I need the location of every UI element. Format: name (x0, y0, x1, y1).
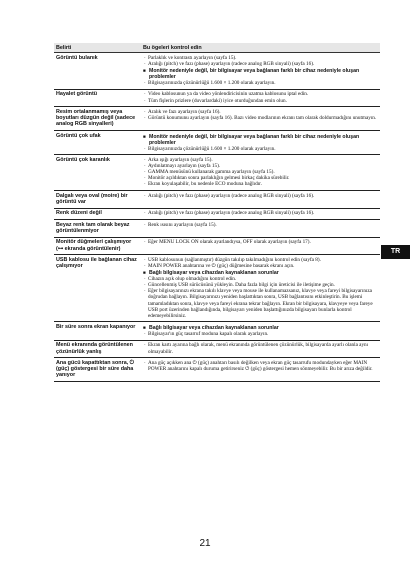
bullet-item: · Görüntü konumunu ayarlayın (sayfa 16). Bazı video modlarının ekranı tam olarak doldurmadığını unutmayın. (143, 115, 378, 121)
remedy-cell (141, 155, 380, 191)
remedy-cell (141, 322, 380, 340)
remedy-cell (141, 53, 380, 90)
header-symptom: Belirti (54, 43, 141, 53)
bullet-item: · MAIN POWER anahtarına ve ⏻ (güç) düğmesine basarak ekranı açın. (143, 263, 378, 269)
symptom-cell: Menü ekranında görüntülenen çözünürlük yanlış (54, 340, 141, 358)
bullet-item: · Bilgisayarınızda çözünürlüğü 1.600 × 1.200 olarak ayarlayın. (143, 146, 378, 152)
table-row (54, 89, 380, 106)
bullet-item: · Güncellenmiş USB sürücüsünü yükleyin. Daha fazla bilgi için üreticisi ile iletişime geçin. (143, 282, 378, 288)
bullet-item: · Ekran kartı ayarına bağlı olarak, menü ekranında görüntülenen çözünürlük, bilgisayarda ayarlı olanla aynı olmayabilir. (143, 342, 378, 354)
table-body (54, 53, 380, 382)
page-number: 21 (199, 538, 211, 549)
bullet-item: · Tüm fişlerin prizlere (duvarlardaki) iyice oturduğundan emin olun. (143, 98, 378, 104)
table-row (54, 208, 380, 219)
bullet-item: · Eğer MENU LOCK ON olarak ayarlandıysa, OFF olarak ayarlayın (sayfa 17). (143, 239, 378, 245)
bullet-item: · Eğer bilgisayarınızı ekrana takılı klavye veya mouse ile kullanamazsanız, klavye veya fareyi bilgisayarınıza doğrudan bağlayın. Bilgisayarınızı yeniden başlattıktan sonra, USB bağlantısını etkinleştirin. Bu işlemi tamamladıktan sonra, klavye veya fareyi ekrana tekrar bağlayın. Ekran bir bilgisayara, klavyeye veya fareye USB port üzerinden bağlandığında, bilgisayarı yeniden başlattığınızda bilgisayarı bunlarla kontrol edemeyebilirsiniz. (143, 288, 378, 318)
bullet-item: · Cihazın açık olup olmadığını kontrol edin. (143, 276, 378, 282)
remedy-cell (141, 89, 380, 106)
table-row (54, 322, 380, 340)
table-row (54, 130, 380, 154)
bullet-item: · Ana güç açıkken ana ⏻ (güç) anahtarı basılı değilken veya ekran güç tasarrufu modundayken eğer MAIN POWER anahtarını kapalı duruma getirirseniz ⏻ (güç) göstergesi hemen sönmeyebilir. Bu bir arıza değildir. (143, 360, 378, 372)
bullet-item: · Parlaklık ve kontrastı ayarlayın (sayfa 15). (143, 55, 378, 61)
symptom-cell: Renk düzeni değil (54, 208, 141, 219)
bullet-item: · Aydınlatmayı ayarlayın (sayfa 15). (143, 163, 378, 169)
table-row (54, 155, 380, 191)
section-heading: ■ Monitör nedeniyle değil, bir bilgisayar veya bağlanan farklı bir cihaz nedeniyle oluşan problemler (143, 68, 378, 80)
table-row (54, 358, 380, 382)
symptom-cell: Resim ortalanmamış veya boyutları düzgün değil (sadece analog RGB sinyalleri) (54, 107, 141, 131)
remedy-cell (141, 208, 380, 219)
table-row (54, 107, 380, 131)
table-row (54, 53, 380, 90)
bullet-item: · Arka ışığı ayarlayın (sayfa 15). (143, 157, 378, 163)
bullet-item: · Renk ısısını ayarlayın (sayfa 15). (143, 222, 378, 228)
table-row (54, 340, 380, 358)
remedy-cell (141, 107, 380, 131)
bullet-item: · Aralığı (pitch) ve fazı (phase) ayarlayın (radece analog RGB sinyali) (sayfa 16). (143, 193, 378, 199)
bullet-item: · Aralık ve fazı ayarlayın (sayfa 16). (143, 109, 378, 115)
remedy-cell (141, 358, 380, 382)
bullet-item: · Ekran koyulaşabilir, bu nedenle ECO moduna bağlıdır. (143, 181, 378, 187)
remedy-cell (141, 237, 380, 255)
section-heading: ■ Bağlı bilgisayar veya cihazdan kaynaklanan sorunlar (143, 270, 378, 276)
header-remedy: Bu ögeleri kontrol edin (141, 43, 380, 53)
section-heading: ■ Bağlı bilgisayar veya cihazdan kaynaklanan sorunlar (143, 325, 378, 331)
bullet-item: · Aralığı (pitch) ve fazı (phase) ayarlayın (radece analog RGB sinyali) (sayfa 16). (143, 61, 378, 67)
symptom-cell: Ana gücü kapattıktan sonra, ⏻ (güç) göstergesi bir süre daha yanıyor (54, 358, 141, 382)
troubleshooting-table (54, 43, 380, 382)
symptom-cell: Görüntü çok ufak (54, 130, 141, 154)
language-tab: TR (381, 245, 410, 259)
symptom-cell: Beyaz renk tam olarak beyaz görüntülenmiyor (54, 219, 141, 237)
table-row (54, 190, 380, 208)
symptom-cell: Dalgalı veya oval (moire) bir görüntü var (54, 190, 141, 208)
symptom-cell: Hayalet görüntü (54, 89, 141, 106)
symptom-cell: USB kablosu ile bağlanan cihaz çalışmıyor (54, 255, 141, 322)
table-header-row (54, 43, 380, 53)
remedy-cell (141, 190, 380, 208)
table-row (54, 237, 380, 255)
bullet-item: · Aralığı (pitch) ve fazı (phase) ayarlayın (radece analog RGB sinyali) (sayfa 16). (143, 210, 378, 216)
table-row (54, 219, 380, 237)
remedy-cell (141, 219, 380, 237)
bullet-item: · Bilgisayarınızda çözünürlüğü 1.600 × 1.200 olarak ayarlayın. (143, 80, 378, 86)
symptom-cell: Görüntü bulanık (54, 53, 141, 90)
bullet-item: · GAMMA menüsünü kullanarak gamma ayarlayın (sayfa 15). (143, 169, 378, 175)
table-row (54, 255, 380, 322)
remedy-cell (141, 255, 380, 322)
symptom-cell: Monitör düğmeleri çalışmıyor (⊶ ekranda görüntülenir) (54, 237, 141, 255)
section-heading: ■ Monitör nedeniyle değil, bir bilgisayar veya bağlanan farklı bir cihaz nedeniyle oluşan problemler (143, 134, 378, 146)
remedy-cell (141, 340, 380, 358)
symptom-cell: Görüntü çok karanlık (54, 155, 141, 191)
remedy-cell (141, 130, 380, 154)
bullet-item: · Bilgisayar'ın güç tasarruf moduna kapalı olarak ayarlayın. (143, 331, 378, 337)
symptom-cell: Bir süre sonra ekran kapanıyor (54, 322, 141, 340)
bullet-item: · Video kablosunun ya da video yönlendiricisinin uzatma kablosunu iptal edin. (143, 91, 378, 97)
bullet-item: · USB kablosunun (sağlanmıştır) düzgün takılıp takılmadığını kontrol edin (sayfa 8). (143, 257, 378, 263)
bullet-item: · Monitör açıldıktan sonra parlaklığın gelmesi birkaç dakika sürebilir. (143, 175, 378, 181)
